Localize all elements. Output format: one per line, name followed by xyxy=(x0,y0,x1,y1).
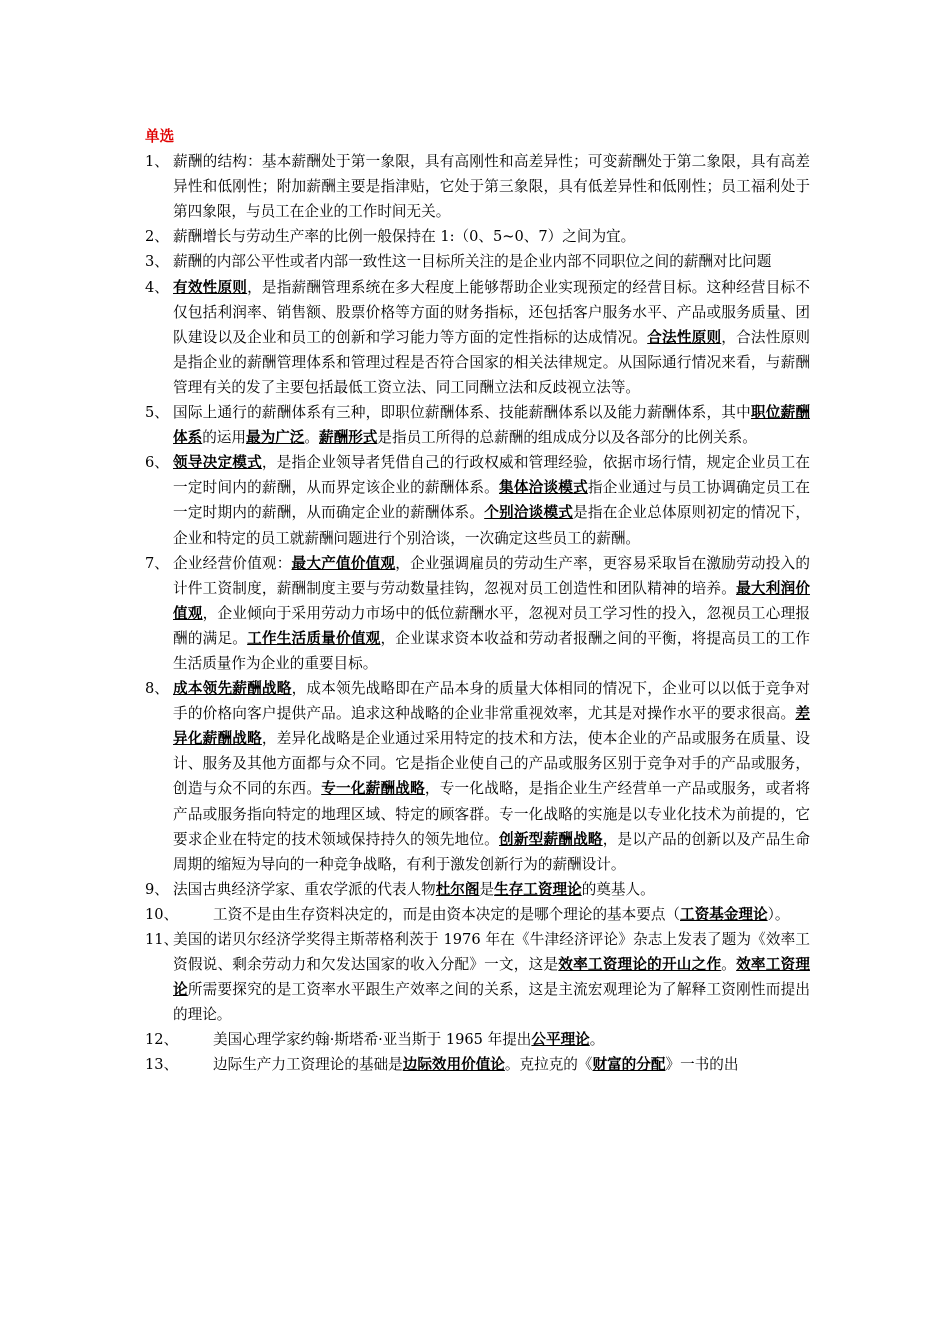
item-number: 6、 xyxy=(145,454,169,472)
item-number: 8、 xyxy=(145,680,169,698)
key-term: 个别洽谈模式 xyxy=(484,504,574,522)
item-text: 。 xyxy=(304,429,319,447)
item-number: 13、 xyxy=(145,1056,179,1074)
item-text: ，差异化战略是企业通过采用特定的技术和方法，使本企业的产品或服务在质量、设计、服务及其他方面都与众不同。它是指企业使自己的产品或服务区别于竞争对手的产品或服务，创造与众不同的东西。 xyxy=(173,730,810,798)
list-item xyxy=(145,400,810,450)
list-item xyxy=(145,877,810,902)
item-number: 3、 xyxy=(145,253,169,271)
item-text: 。 xyxy=(721,956,737,974)
key-term: 专一化薪酬战略 xyxy=(321,780,425,798)
key-term: 效率工资理论的开山之作 xyxy=(558,956,722,974)
item-text: ，是指薪酬管理系统在多大程度上能够帮助企业实现预定的经营目标。这种经营目标不仅包括利润率、销售额、股票价格等方面的财务指标，还包括客户服务水平、产品或服务质量、团队建设以及企业和员工的创新和学习能力等方面的定性指标的达成情况。 xyxy=(173,278,810,346)
item-text: 是指员工所得的总薪酬的组成成分以及各部分的比例关系。 xyxy=(377,429,757,447)
key-term: 公平理论 xyxy=(531,1031,590,1049)
list-item xyxy=(145,1052,810,1077)
list-item xyxy=(145,551,810,676)
item-text: ，是以产品的创新以及产品生命周期的缩短为导向的一种竞争战略，有利于激发创新行为的薪酬设计。 xyxy=(173,830,810,873)
key-term: 最大利润价值观 xyxy=(173,579,810,622)
list-item xyxy=(145,676,810,877)
item-text: 企业经营价值观： xyxy=(173,554,292,572)
key-term: 工作生活质量价值观 xyxy=(247,629,381,647)
key-term: 生存工资理论 xyxy=(494,880,582,898)
list-item xyxy=(145,450,810,550)
key-term: 财富的分配 xyxy=(592,1056,666,1074)
item-text: 是 xyxy=(479,880,495,898)
item-number: 12、 xyxy=(145,1031,179,1049)
key-term: 领导决定模式 xyxy=(173,454,262,472)
item-text: 工资不是由生存资料决定的，而是由资本决定的是哪个理论的基本要点（ xyxy=(213,905,681,923)
item-text: 薪酬的内部公平性或者内部一致性这一目标所关注的是企业内部不同职位之间的薪酬对比问题 xyxy=(173,253,772,271)
item-number: 4、 xyxy=(145,278,169,296)
key-term: 薪酬形式 xyxy=(319,429,378,447)
list-item xyxy=(145,249,810,274)
item-text: 的奠基人。 xyxy=(581,880,655,898)
section-heading: 单选 xyxy=(145,128,175,145)
item-text: 。克拉克的《 xyxy=(504,1056,593,1074)
item-text: 》一书的出 xyxy=(665,1056,739,1074)
key-term: 工资基金理论 xyxy=(680,905,768,923)
item-text: ，专一化战略，是指企业生产经营单一产品或服务，或者将产品或服务指向特定的地理区域、特定的顾客群。专一化战略的实施是以专业化技术为前提的，它要求企业在特定的技术领域保持持久的领先地位。 xyxy=(173,780,810,848)
item-number: 2、 xyxy=(145,228,169,246)
item-text: ，合法性原则是指企业的薪酬管理体系和管理过程是否符合国家的相关法律规定。从国际通行情况来看，与薪酬管理有关的发了主要包括最低工资立法、同工同酬立法和反歧视立法等。 xyxy=(173,328,810,396)
item-text: 薪酬增长与劳动生产率的比例一般保持在 1:（0、5~0、7）之间为宜。 xyxy=(173,228,636,246)
item-text: 。 xyxy=(589,1031,605,1049)
item-text: 法国古典经济学家、重农学派的代表人物 xyxy=(173,880,436,898)
list-item xyxy=(145,275,810,400)
key-term: 差异化薪酬战略 xyxy=(173,705,810,748)
item-number: 10、 xyxy=(145,905,179,923)
item-text: 美国的诺贝尔经济学奖得主斯蒂格利茨于 1976 年在《牛津经济评论》杂志上发表了题为《效率工资假说、剩余劳动力和欠发达国家的收入分配》一文，这是 xyxy=(173,931,810,974)
key-term: 最大产值价值观 xyxy=(291,554,396,572)
item-text: 边际生产力工资理论的基础是 xyxy=(213,1056,403,1074)
item-text: 是指在企业总体原则初定的情况下，企业和特定的员工就薪酬问题进行个别洽谈，一次确定这些员工的薪酬。 xyxy=(173,504,810,547)
item-number: 11、 xyxy=(145,931,179,948)
item-text: 所需要探究的是工资率水平跟生产效率之间的关系，这是主流宏观理论为了解释工资刚性而提出的理论。 xyxy=(173,981,810,1024)
item-text: ，企业谋求资本收益和劳动者报酬之间的平衡，将提高员工的工作生活质量作为企业的重要目标。 xyxy=(173,629,810,672)
key-term: 最为广泛 xyxy=(246,429,305,447)
key-term: 有效性原则 xyxy=(173,278,248,296)
key-term: 创新型薪酬战略 xyxy=(499,830,603,848)
list-item xyxy=(145,927,810,1027)
key-term: 合法性原则 xyxy=(647,328,722,346)
item-number: 5、 xyxy=(145,404,169,422)
item-text: ，成本领先战略即在产品本身的质量大体相同的情况下，企业可以以低于竞争对手的价格向客户提供产品。追求这种战略的企业非常重视效率，尤其是对操作水平的要求很高。 xyxy=(173,680,810,723)
item-number: 9、 xyxy=(145,880,169,898)
list-item xyxy=(145,224,810,249)
item-text: ）。 xyxy=(767,905,790,923)
item-text: ，企业强调雇员的劳动生产率，更容易采取旨在激励劳动投入的计件工资制度，薪酬制度主要与劳动数量挂钩，忽视对员工创造性和团队精神的培养。 xyxy=(173,554,810,597)
key-term: 杜尔阁 xyxy=(435,880,480,898)
item-text: 美国心理学家约翰·斯塔希·亚当斯于 1965 年提出 xyxy=(213,1031,532,1049)
list-item xyxy=(145,1027,810,1052)
list-item xyxy=(145,149,810,224)
key-term: 效率工资理论 xyxy=(173,956,810,999)
item-number: 1、 xyxy=(145,153,169,171)
question-list xyxy=(145,149,810,1077)
key-term: 职位薪酬体系 xyxy=(173,404,810,447)
item-text: 薪酬的结构：基本薪酬处于第一象限，具有高刚性和高差异性；可变薪酬处于第二象限，具有高差异性和低刚性；附加薪酬主要是指津贴，它处于第三象限，具有低差异性和低刚性；员工福利处于第四象限，与员工在企业的工作时间无关。 xyxy=(173,153,810,221)
item-text: 的运用 xyxy=(202,429,246,447)
key-term: 集体洽谈模式 xyxy=(499,479,588,497)
document-page xyxy=(145,124,810,1078)
item-text: ，企业倾向于采用劳动力市场中的低位薪酬水平，忽视对员工学习性的投入，忽视员工心理报酬的满足。 xyxy=(173,604,810,647)
item-text: ，是指企业领导者凭借自己的行政权威和管理经验，依据市场行情，规定企业员工在一定时间内的薪酬，从而界定该企业的薪酬体系。 xyxy=(173,454,810,497)
key-term: 成本领先薪酬战略 xyxy=(173,680,292,698)
key-term: 边际效用价值论 xyxy=(402,1056,505,1074)
item-text: 国际上通行的薪酬体系有三种，即职位薪酬体系、技能薪酬体系以及能力薪酬体系，其中 xyxy=(173,404,751,422)
item-text: 指企业通过与员工协调确定员工在一定时期内的薪酬，从而确定企业的薪酬体系。 xyxy=(173,479,810,522)
list-item xyxy=(145,902,810,927)
item-number: 7、 xyxy=(145,554,169,572)
